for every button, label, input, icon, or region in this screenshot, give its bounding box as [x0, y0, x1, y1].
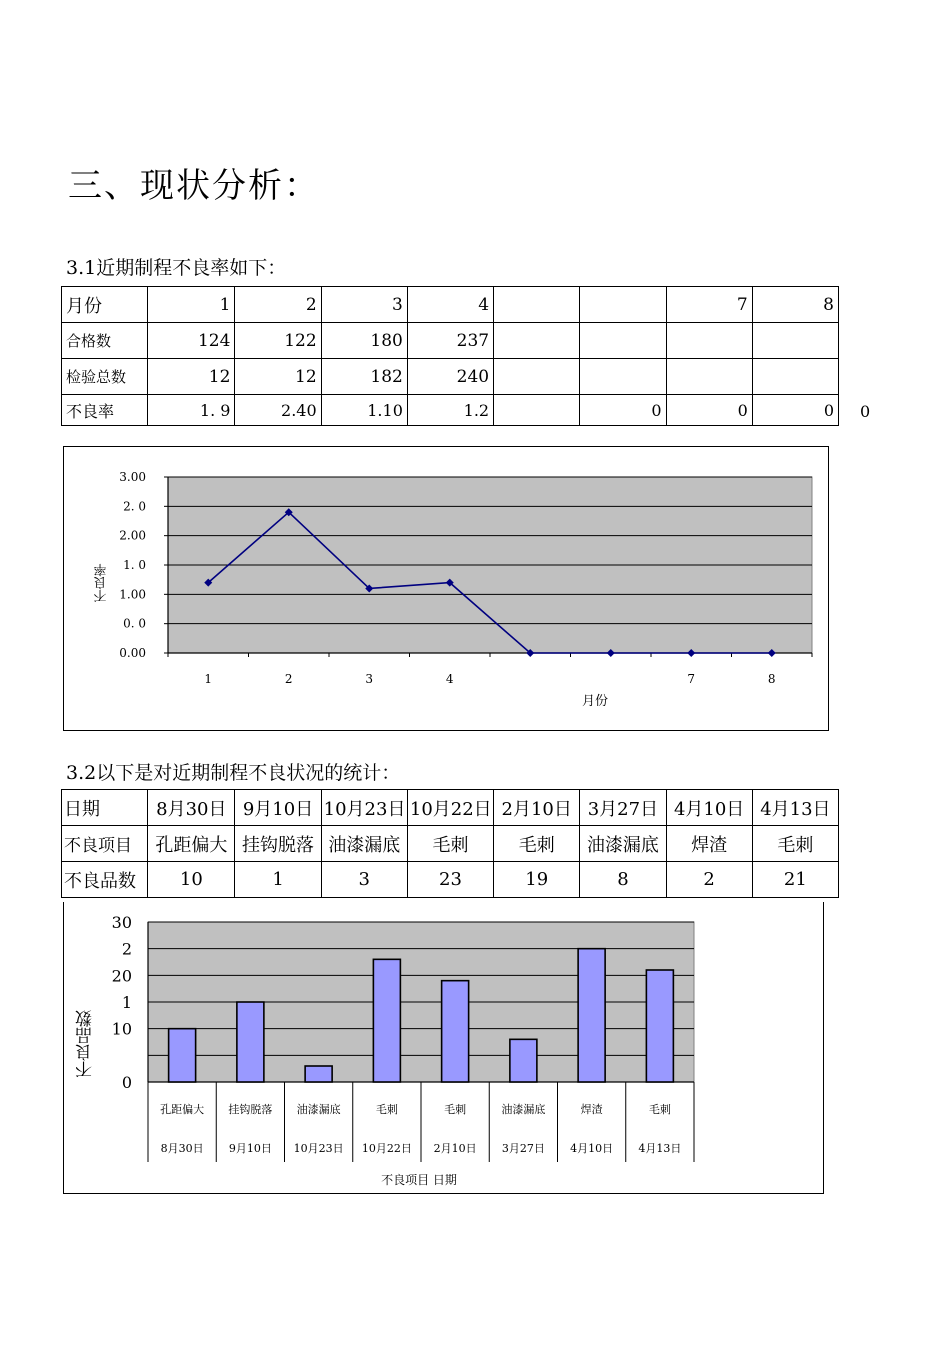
table-cell	[494, 359, 580, 395]
table-cell: 8	[580, 862, 666, 898]
x-axis-title: 不良项目 日期	[381, 1173, 457, 1187]
table-cell	[580, 359, 666, 395]
table-cell: 2.40	[235, 395, 321, 426]
table-cell	[494, 395, 580, 426]
x-tick-label: 1	[204, 672, 213, 686]
x-category-label: 毛刺	[648, 1103, 671, 1116]
table-cell: 4	[407, 287, 493, 323]
bar	[305, 1066, 332, 1082]
table-cell: 孔距偏大	[148, 826, 235, 862]
y-tick-label: 1. 0	[123, 558, 146, 572]
table-cell: 21	[752, 862, 838, 898]
x-date-label: 2月10日	[433, 1142, 477, 1155]
row-label: 月份	[62, 287, 148, 323]
defect-rate-table	[61, 286, 839, 426]
defect-count-bar-chart	[63, 902, 824, 1194]
page-heading: 三、现状分析：	[68, 166, 320, 206]
table-cell: 124	[148, 323, 235, 359]
table-cell: 1	[148, 287, 235, 323]
table-cell: 19	[494, 862, 580, 898]
table-cell: 1. 9	[148, 395, 235, 426]
y-tick-label: 0.00	[119, 646, 146, 660]
y-tick-label: 1.00	[119, 587, 146, 602]
table-cell: 180	[321, 323, 407, 359]
table-cell: 8月30日	[148, 790, 235, 826]
bar	[510, 1039, 537, 1082]
line-chart-svg	[64, 447, 827, 729]
table-cell: 焊渣	[666, 826, 752, 862]
bar	[442, 981, 469, 1082]
x-category-label: 毛刺	[375, 1103, 398, 1116]
table-cell	[580, 323, 666, 359]
table-cell	[580, 287, 666, 323]
table-cell: 182	[321, 359, 407, 395]
row-label: 不良率	[62, 395, 148, 426]
y-tick-label: 2. 0	[123, 499, 146, 514]
table-cell: 12	[235, 359, 321, 395]
table-cell: 毛刺	[407, 826, 493, 862]
defect-rate-line-chart	[63, 446, 829, 731]
table-cell: 4月13日	[752, 790, 838, 826]
bar	[373, 959, 400, 1082]
y-tick-label: 1	[121, 993, 132, 1012]
table-cell	[752, 359, 838, 395]
table-row	[62, 395, 839, 426]
table-cell: 237	[407, 323, 493, 359]
x-tick-label: 2	[284, 672, 293, 686]
row-label: 不良品数	[62, 862, 148, 898]
x-axis-title: 月份	[581, 694, 609, 709]
defect-stats-table	[61, 789, 839, 898]
y-tick-label: 2	[121, 939, 132, 959]
table-cell: 油漆漏底	[321, 826, 407, 862]
table-cell: 1.10	[321, 395, 407, 426]
y-tick-label: 0	[121, 1073, 132, 1092]
x-category-label: 毛刺	[444, 1103, 467, 1116]
bar	[237, 1002, 264, 1082]
bar-chart-svg	[64, 902, 822, 1192]
y-tick-label: 20	[111, 966, 132, 986]
x-date-label: 8月30日	[160, 1142, 204, 1155]
table-cell: 240	[407, 359, 493, 395]
table-cell: 0	[666, 395, 752, 426]
x-date-label: 10月23日	[293, 1142, 344, 1155]
y-tick-label: 10	[111, 1019, 132, 1039]
x-date-label: 4月13日	[638, 1142, 682, 1155]
y-tick-label: 0. 0	[123, 616, 146, 631]
table-cell	[666, 359, 752, 395]
table-row	[62, 359, 839, 395]
table-cell: 0	[752, 395, 838, 426]
table-cell	[494, 287, 580, 323]
row-label: 检验总数	[62, 359, 148, 395]
y-tick-label: 30	[111, 913, 132, 932]
y-axis-title: 不良率	[94, 563, 110, 603]
table-cell: 23	[407, 862, 493, 898]
x-category-label: 油漆漏底	[501, 1103, 546, 1116]
bar	[578, 949, 605, 1082]
table-row	[62, 323, 839, 359]
x-date-label: 10月22日	[361, 1142, 412, 1155]
x-category-label: 孔距偏大	[160, 1103, 205, 1116]
bar	[646, 970, 673, 1082]
table-cell: 10月23日	[321, 790, 407, 826]
table-cell: 4月10日	[666, 790, 752, 826]
x-date-label: 9月10日	[228, 1142, 272, 1155]
table-cell	[752, 323, 838, 359]
row-label: 日期	[62, 790, 148, 826]
table-cell	[494, 323, 580, 359]
table-row	[62, 287, 839, 323]
table-row	[62, 826, 839, 862]
y-axis-title: 不良品数	[76, 1010, 96, 1078]
table-cell: 毛刺	[752, 826, 838, 862]
table-cell: 2	[235, 287, 321, 323]
y-tick-label: 3.00	[119, 470, 146, 484]
table-cell: 122	[235, 323, 321, 359]
table-cell: 1.2	[407, 395, 493, 426]
table-cell	[666, 323, 752, 359]
bar	[169, 1029, 196, 1082]
x-category-label: 焊渣	[580, 1103, 603, 1116]
table-cell: 3	[321, 862, 407, 898]
x-date-label: 4月10日	[570, 1142, 614, 1155]
table-row	[62, 790, 839, 826]
overflow-cell-value: 0	[860, 402, 871, 421]
table-cell: 7	[666, 287, 752, 323]
table-cell: 8	[752, 287, 838, 323]
x-tick-label: 7	[687, 672, 696, 686]
table-cell: 3	[321, 287, 407, 323]
x-category-label: 挂钩脱落	[228, 1103, 273, 1116]
table-cell: 10月22日	[407, 790, 493, 826]
table-cell: 1	[235, 862, 321, 898]
table-cell: 12	[148, 359, 235, 395]
x-tick-label: 4	[445, 672, 454, 686]
row-label: 合格数	[62, 323, 148, 359]
table-cell: 2月10日	[494, 790, 580, 826]
x-tick-label: 8	[767, 672, 776, 686]
x-tick-label: 3	[365, 672, 374, 686]
section-title-defect-rate: 3.1近期制程不良率如下：	[66, 257, 287, 279]
x-category-label: 油漆漏底	[296, 1103, 341, 1116]
table-cell: 9月10日	[235, 790, 321, 826]
table-cell: 2	[666, 862, 752, 898]
x-date-label: 3月27日	[501, 1142, 545, 1155]
table-row	[62, 862, 839, 898]
table-cell: 毛刺	[494, 826, 580, 862]
table-cell: 0	[580, 395, 666, 426]
table-cell: 挂钩脱落	[235, 826, 321, 862]
section-title-defect-stats: 3.2以下是对近期制程不良状况的统计：	[66, 762, 401, 784]
row-label: 不良项目	[62, 826, 148, 862]
table-cell: 10	[148, 862, 235, 898]
table-cell: 3月27日	[580, 790, 666, 826]
table-cell: 油漆漏底	[580, 826, 666, 862]
y-tick-label: 2.00	[119, 528, 146, 543]
